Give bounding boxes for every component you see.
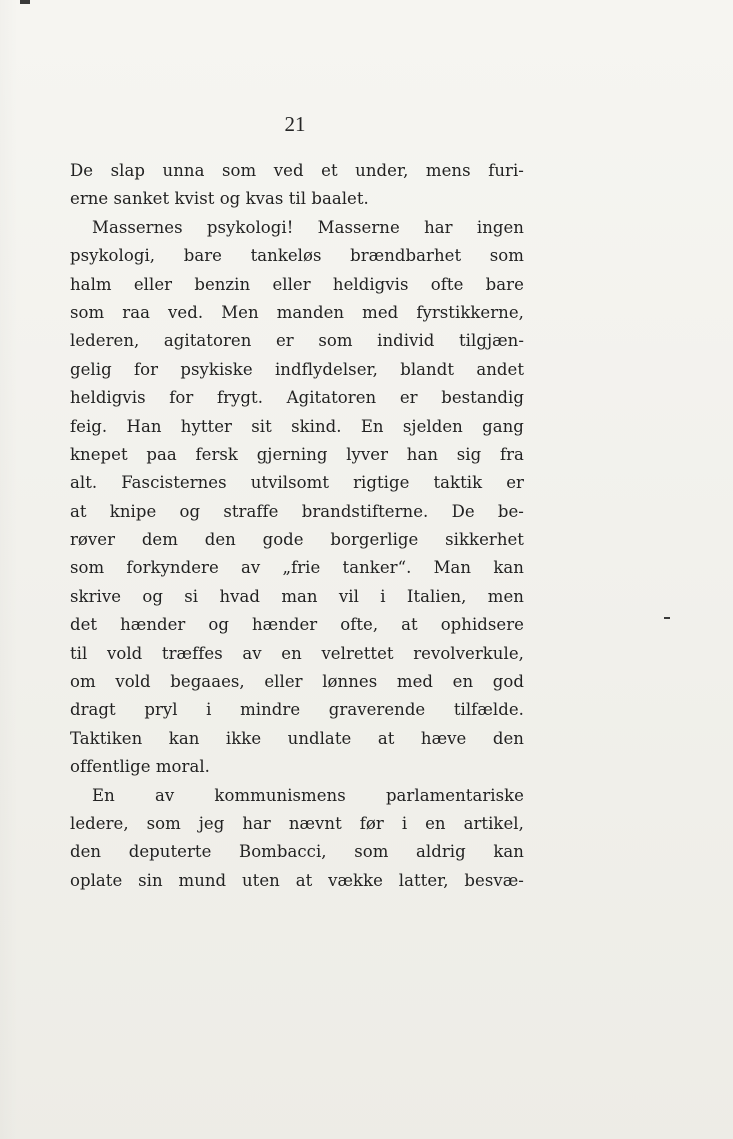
text-line: lederen, agitatoren er som individ tilgjæn-	[70, 331, 524, 351]
text-line: En av kommunismens parlamentariske	[92, 785, 524, 805]
text-line: Taktiken kan ikke undlate at hæve den	[70, 728, 524, 748]
text-line: om vold begaaes, eller lønnes med en god	[70, 672, 524, 692]
text-line: den deputerte Bombacci, som aldrig kan	[70, 842, 524, 862]
text-line: til vold træffes av en velrettet revolverkule,	[70, 643, 524, 663]
body-text	[70, 157, 524, 895]
text-line: Massernes psykologi! Masserne har ingen	[92, 217, 524, 237]
print-speck	[20, 0, 30, 4]
text-line: offentlige moral.	[70, 757, 210, 777]
text-line: erne sanket kvist og kvas til baalet.	[70, 189, 369, 209]
text-line: røver dem den gode borgerlige sikkerhet	[70, 530, 524, 550]
text-line: feig. Han hytter sit skind. En sjelden gang	[70, 416, 524, 436]
text-line: som forkyndere av „frie tanker“. Man kan	[70, 558, 524, 578]
text-line: dragt pryl i mindre graverende tilfælde.	[70, 700, 524, 720]
text-line: heldigvis for frygt. Agitatoren er bestandig	[70, 388, 524, 408]
text-line: psykologi, bare tankeløs brændbarhet som	[70, 246, 524, 266]
print-speck	[664, 617, 670, 619]
text-line: oplate sin mund uten at vække latter, besvæ-	[70, 870, 524, 890]
page-number: 21	[284, 112, 306, 136]
text-line: skrive og si hvad man vil i Italien, men	[70, 586, 524, 606]
text-line: halm eller benzin eller heldigvis ofte bare	[70, 274, 524, 294]
text-line: det hænder og hænder ofte, at ophidsere	[70, 615, 524, 635]
text-line: gelig for psykiske indflydelser, blandt andet	[70, 359, 524, 379]
text-line: knepet paa fersk gjerning lyver han sig fra	[70, 444, 524, 464]
text-line: De slap unna som ved et under, mens furi-	[70, 161, 524, 180]
text-line: som raa ved. Men manden med fyrstikkerne,	[70, 302, 524, 322]
text-line: ledere, som jeg har nævnt før i en artikel,	[70, 813, 524, 833]
text-line: at knipe og straffe brandstifterne. De be-	[70, 501, 524, 521]
text-line: alt. Fascisternes utvilsomt rigtige taktik er	[70, 473, 524, 493]
